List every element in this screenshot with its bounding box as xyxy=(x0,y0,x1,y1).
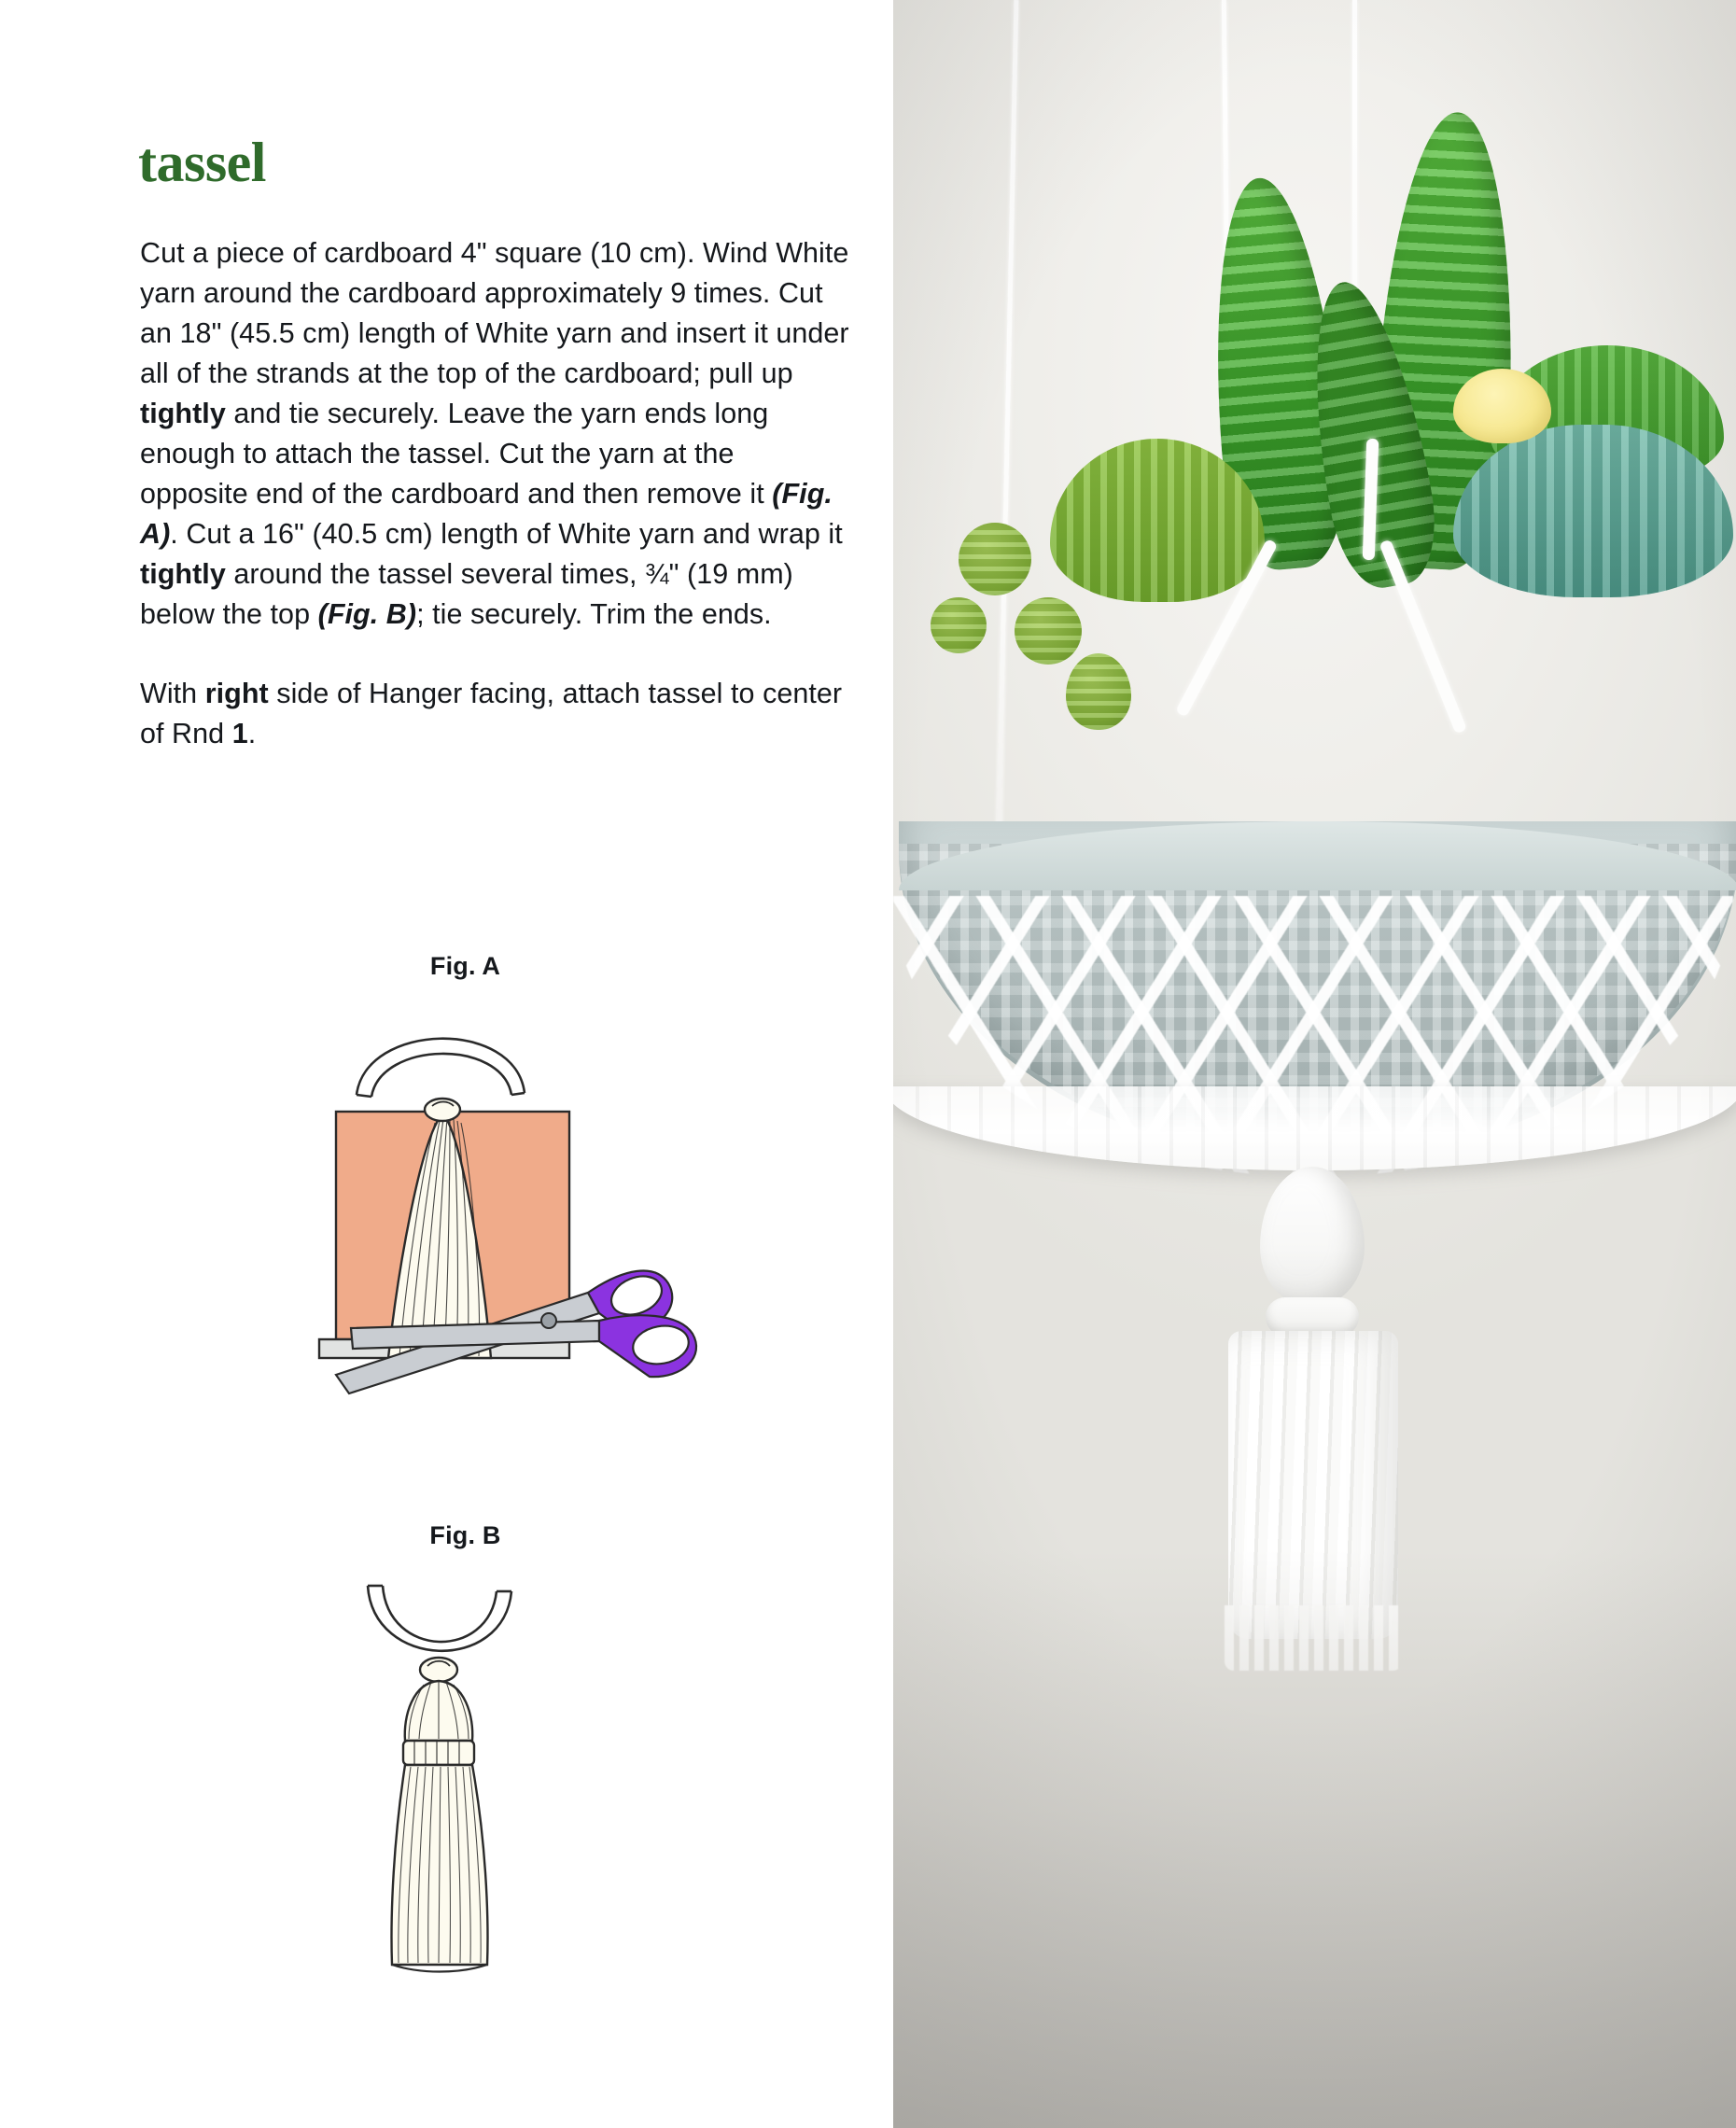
text-run: side of Hanger facing, attach tassel to center of Rnd xyxy=(140,678,843,749)
text-run-bold: tightly xyxy=(140,558,226,590)
text-run: With xyxy=(140,678,205,709)
page-title: tassel xyxy=(138,132,266,193)
text-run: . xyxy=(247,718,257,749)
text-run-bold: 1 xyxy=(231,718,248,749)
text-run: ; tie securely. Trim the ends. xyxy=(416,598,772,630)
text-run-bold: tightly xyxy=(140,398,226,429)
tassel-head xyxy=(1260,1167,1365,1305)
text-run: Cut a piece of cardboard 4" square (10 cm). Wind White yarn around the cardboard approximately 9 times. Cut an 18" (45.5 cm) length of White yarn and insert it under all of the strands at the top of the cardboard; pull up xyxy=(140,237,849,389)
figure-a xyxy=(0,952,893,1431)
instructions-text xyxy=(140,233,849,754)
text-run: around the tassel several times, ¾" (19 mm) below the top xyxy=(140,558,793,630)
text-run-bold: right xyxy=(204,678,269,709)
figure-b xyxy=(0,1521,893,1996)
figure-ref-a: (Fig. A) xyxy=(140,478,833,550)
product-photo xyxy=(893,0,1736,2128)
photo-bottom-shadow xyxy=(893,1549,1736,2128)
figure-b-illustration xyxy=(345,1558,625,1996)
plant-bud xyxy=(1066,653,1131,730)
plant-bud xyxy=(1015,597,1082,665)
text-run: and tie securely. Leave the yarn ends long enough to attach the tassel. Cut the yarn at the opposite end of the cardboard and then remove it xyxy=(140,398,773,510)
figure-b-label: Fig. B xyxy=(429,1521,501,1549)
text-run: . Cut a 16" (40.5 cm) length of White yarn and wrap it xyxy=(170,518,843,550)
paragraph-2 xyxy=(140,674,849,754)
figure-ref-b: (Fig. B) xyxy=(317,598,417,630)
figure-a-label: Fig. A xyxy=(429,952,501,980)
plant-bud xyxy=(959,523,1031,595)
lace-overlay xyxy=(893,896,1733,1176)
plant-bud xyxy=(931,597,987,653)
figure-a-illustration xyxy=(308,992,756,1431)
lace-band-texture xyxy=(893,1086,1736,1170)
paragraph-1 xyxy=(140,233,849,635)
